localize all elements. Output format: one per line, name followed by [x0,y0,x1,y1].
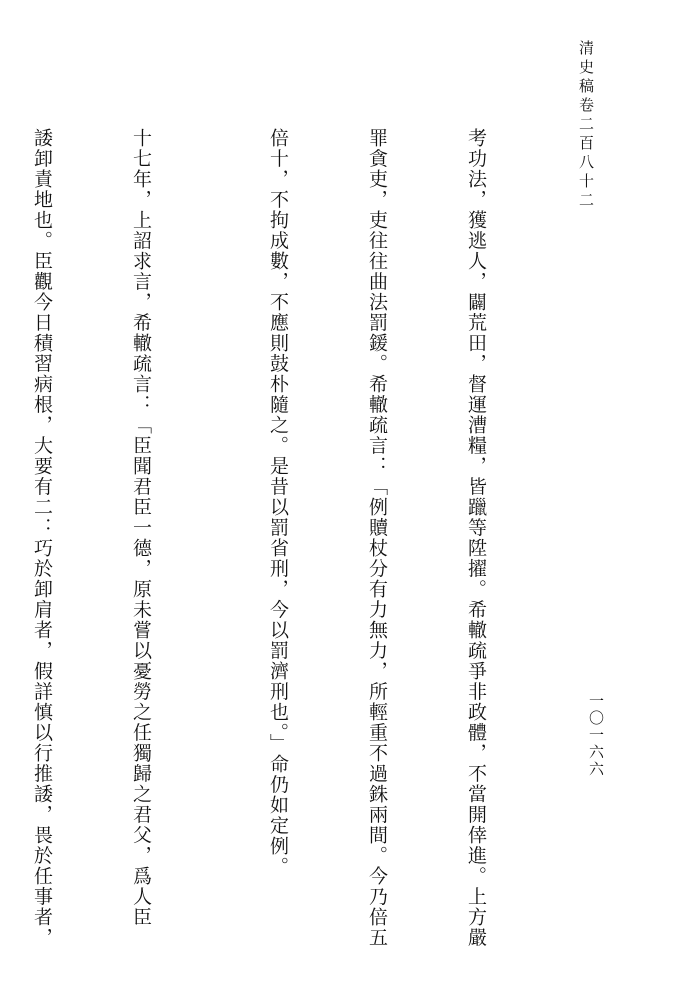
running-title: 清史稿卷二百八十二 [577,40,595,211]
text-column: 諉卸責地也。臣觀今日積習病根，大要有二：巧於卸肩者，假詳慎以行推諉，畏於任事者， [31,128,53,948]
text-column: 倍十，不拘成數，不應則鼓朴隨之。是昔以罰省刑，今以罰濟刑也。」命仍如定例。 [267,128,289,877]
text-column: 罪貪吏，吏往往曲法罰鍰。希轍疏言：「例贖杖分有力無力，所輕重不過銖兩間。今乃倍五 [366,128,388,948]
body-text [0,128,558,990]
text-column: 十七年，上詔求言，希轍疏言：「臣聞君臣一德，原未嘗以憂勞之任獨歸之君父，爲人臣 [130,128,152,928]
text-column: 考功法，獲逃人，闢荒田，督運漕糧，皆躐等陞擢。希轍疏爭非政體，不當開倖進。上方嚴 [465,128,487,948]
page-number: 一〇一六六 [587,693,605,778]
